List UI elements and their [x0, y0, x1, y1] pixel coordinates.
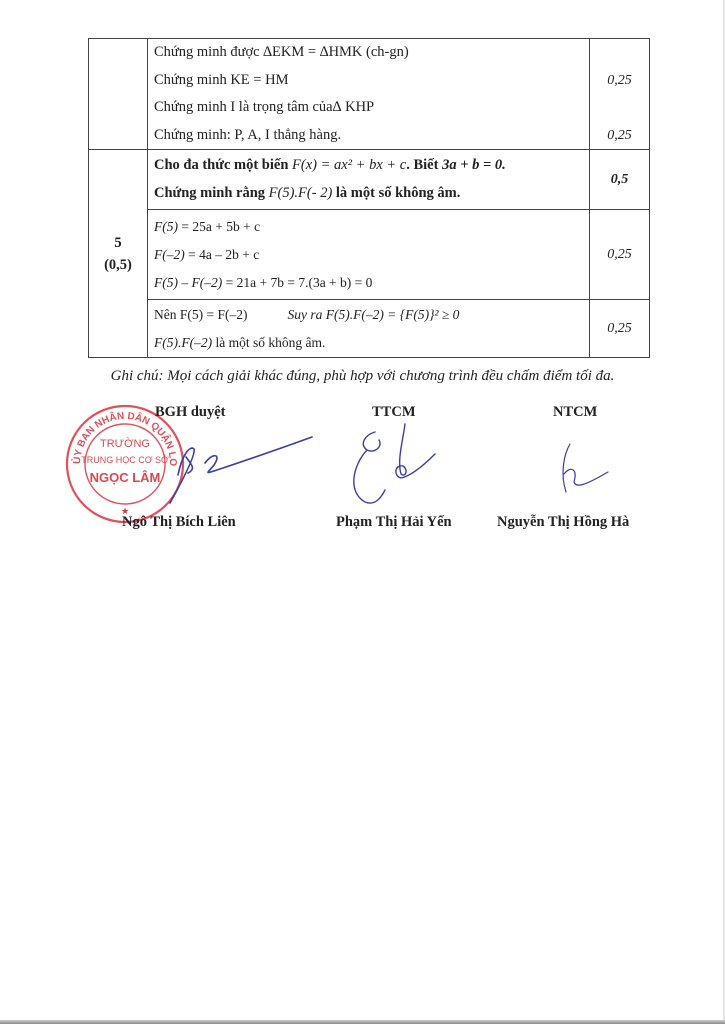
answer-line: F(5) – F(–2) = 21a + 7b = 7.(3a + b) = 0 — [154, 274, 373, 290]
content-cell — [148, 300, 590, 358]
signature-head-icon — [345, 420, 455, 510]
answer-line: Nên F(5) = F(–2) Suy ra F(5).F(–2) = {F(5)}² ≥ 0 — [154, 306, 460, 322]
question-number-cell — [89, 150, 148, 358]
grading-note: Ghi chú: Mọi cách giải khác đúng, phù hợp với chương trình đều chấm điểm tối đa. — [110, 368, 615, 384]
prompt-line-2: Chứng minh rằng F(5).F(- 2) là một số không âm. — [154, 184, 461, 201]
answer-line: F(5) = 25a + 5b + c — [154, 218, 261, 234]
svg-text:ỦY BAN NHÂN DÂN QUẬN LONG BIÊN: ỦY BAN NHÂN DÂN QUẬN LONG BIÊN HÀ NỘI — [56, 394, 179, 467]
score-cell — [590, 39, 650, 150]
signature-principal-icon — [150, 425, 320, 505]
table-row — [89, 39, 650, 150]
svg-text:TRUNG HỌC CƠ SỞ: TRUNG HỌC CƠ SỞ — [81, 455, 169, 465]
formula: F(x) = ax² + bx + c — [292, 157, 407, 173]
signature-role: TTCM — [372, 404, 416, 420]
signature-name: Nguyễn Thị Hồng Hà — [497, 514, 630, 530]
prompt-cell — [148, 150, 590, 210]
score-cell: 0,5 — [590, 150, 650, 210]
answer-line: Chứng minh: P, A, I thẳng hàng. — [154, 126, 342, 143]
svg-text:★: ★ — [120, 507, 130, 517]
question-cell — [89, 39, 148, 150]
table-row — [89, 150, 650, 210]
content-cell — [148, 210, 590, 300]
answer-line: Chứng minh KE = HM — [154, 71, 289, 88]
signature-role: NTCM — [553, 404, 598, 420]
content-cell — [148, 39, 590, 150]
question-number: 5 — [114, 234, 122, 251]
question-points: (0,5) — [104, 256, 132, 273]
grading-table — [88, 38, 650, 358]
answer-line: Chứng minh được ∆EKM = ∆HMK (ch-gn) — [154, 44, 409, 60]
score — [590, 39, 649, 67]
score: 0,25 — [607, 72, 632, 88]
signature-teacher-icon — [550, 438, 620, 498]
scan-edge — [0, 1020, 725, 1024]
score-cell: 0,25 — [590, 300, 650, 358]
svg-text:TRƯỜNG: TRƯỜNG — [100, 438, 150, 450]
signature-role: BGH duyệt — [155, 404, 226, 420]
table-row — [89, 300, 650, 358]
answer-line: F(5).F(–2) là một số không âm. — [154, 334, 326, 350]
table-row — [89, 210, 650, 300]
signature-name: Phạm Thị Hải Yến — [336, 514, 452, 530]
svg-text:NGỌC LÂM: NGỌC LÂM — [89, 470, 161, 485]
answer-line: F(–2) = 4a – 2b + c — [154, 246, 260, 262]
prompt-line-1: Cho đa thức một biến F(x) = ax² + bx + c. Biết 3a + b = 0. — [154, 157, 506, 173]
formula: F(5).F(- 2) — [268, 184, 333, 201]
score-cell: 0,25 — [590, 210, 650, 300]
signature-name: Ngô Thị Bích Liên — [122, 514, 236, 530]
score: 0,25 — [607, 127, 632, 143]
score — [590, 94, 649, 122]
answer-line: Chứng minh I là trọng tâm của∆ KHP — [154, 99, 375, 115]
